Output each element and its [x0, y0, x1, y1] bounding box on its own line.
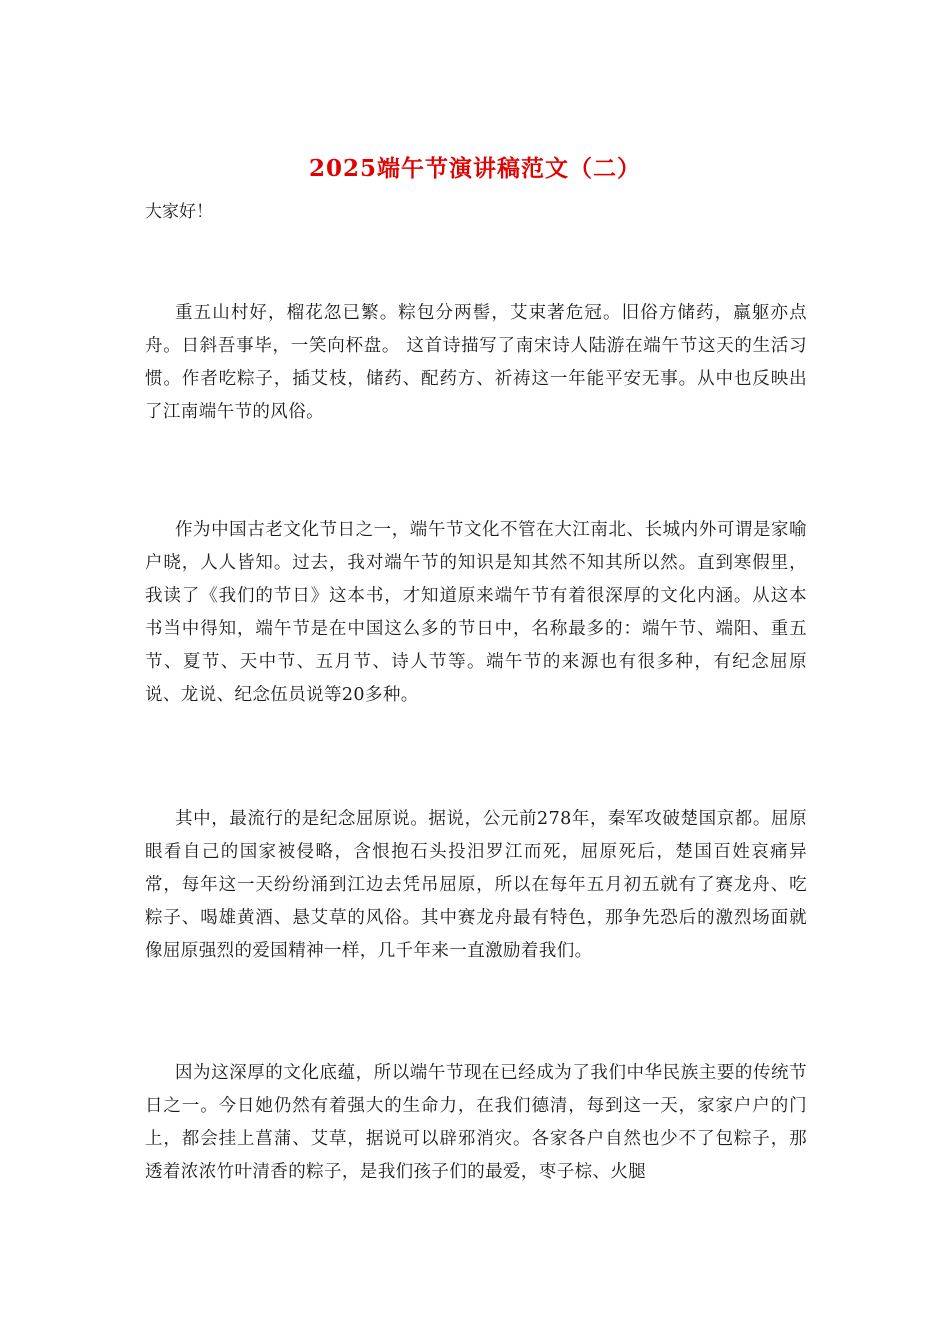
document-title: 2025端午节演讲稿范文（二）: [308, 155, 641, 182]
paragraph-qu-yuan-legend: 其中，最流行的是纪念屈原说。据说，公元前278年，秦军攻破楚国京都。屈原眼看自己的国家被侵略，含恨抱石头投汨罗江而死，屈原死后，楚国百姓哀痛异常，每年这一天纷纷涌到江边去凭吊屈原，所以在每年五月初五就有了赛龙舟、吃粽子、喝雄黄酒、悬艾草的风俗。其中赛龙舟最有特色，那争先恐后的激烈场面就像屈原强烈的爱国精神一样，几千年来一直激励着我们。: [145, 809, 807, 961]
greeting-text: 大家好！: [145, 202, 213, 222]
paragraph-traditions-today: 因为这深厚的文化底蕴，所以端午节现在已经成为了我们中华民族主要的传统节日之一。今日她仍然有着强大的生命力，在我们德清，每到这一天，家家户户的门上，都会挂上菖蒲、艾草，据说可以辟邪消灾。各家各户自然也少不了包粽子，那透着浓浓竹叶清香的粽子，是我们孩子们的最爱，枣子棕、火腿: [145, 1063, 807, 1182]
paragraph-festival-culture: 作为中国古老文化节日之一，端午节文化不管在大江南北、长城内外可谓是家喻户晓，人人皆知。过去，我对端午节的知识是知其然不知其所以然。直到寒假里，我读了《我们的节日》这本书，才知道原来端午节有着很深厚的文化内涵。从这本书当中得知，端午节是在中国这么多的节日中，名称最多的：端午节、端阳、重五节、夏节、天中节、五月节、诗人节等。端午节的来源也有很多种，有纪念屈原说、龙说、纪念伍员说等20多种。: [145, 520, 807, 705]
paragraph-poem-intro: 重五山村好，榴花忽已繁。粽包分两髻，艾束著危冠。旧俗方储药，羸躯亦点舟。日斜吾事毕，一笑向杯盘。 这首诗描写了南宋诗人陆游在端午节这天的生活习惯。作者吃粽子，插艾枝，储药、配药方、祈祷这一年能平安无事。从中也反映出了江南端午节的风俗。: [145, 303, 807, 422]
